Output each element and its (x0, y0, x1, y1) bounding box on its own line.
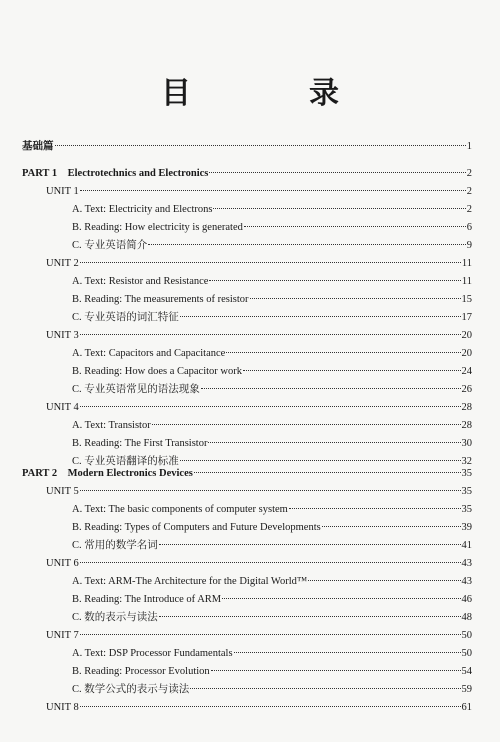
toc-entry-title: A. Text: Transistor (72, 420, 151, 431)
dot-leader (226, 352, 460, 353)
toc-entry-page: 39 (461, 522, 472, 533)
toc-entry (46, 556, 472, 572)
toc-entry (72, 610, 472, 626)
toc-entry-title: C. 专业英语翻译的标准 (72, 456, 179, 467)
toc-entry-title: C. 常用的数学名词 (72, 540, 158, 551)
toc-entry-title: UNIT 2 (46, 258, 79, 269)
toc-entry (72, 646, 472, 662)
toc-entry-page: 46 (461, 594, 472, 605)
toc-entry (22, 139, 472, 155)
dot-leader (80, 406, 461, 407)
toc-entry-page: 11 (461, 258, 472, 269)
toc-entry-page: 30 (461, 438, 472, 449)
toc-entry-page: 28 (461, 420, 472, 431)
toc-entry-title: A. Text: Capacitors and Capacitance (72, 348, 226, 359)
dot-leader (250, 298, 461, 299)
dot-leader (180, 316, 461, 317)
toc-entry-title: UNIT 8 (46, 702, 79, 713)
toc-entry-title: B. Reading: How does a Capacitor work (72, 366, 243, 377)
toc-entry (72, 520, 472, 536)
toc-entry-page: 50 (461, 648, 472, 659)
toc-entry (46, 400, 472, 416)
toc-entry-title: A. Text: Electricity and Electrons (72, 204, 213, 215)
toc-entry-page: 43 (461, 576, 472, 587)
toc-entry-title: UNIT 7 (46, 630, 79, 641)
toc-entry-title: A. Text: DSP Processor Fundamentals (72, 648, 233, 659)
toc-entry (22, 466, 472, 482)
toc-entry (72, 502, 472, 518)
toc-entry-title: C. 数的表示与读法 (72, 612, 158, 623)
toc-entry-page: 6 (466, 222, 472, 233)
toc-entry (46, 256, 472, 272)
dot-leader (80, 262, 461, 263)
dot-leader (234, 652, 461, 653)
toc-entry (72, 574, 472, 590)
dot-leader (148, 244, 465, 245)
dot-leader (209, 280, 460, 281)
dot-leader (80, 334, 461, 335)
dot-leader (201, 388, 461, 389)
toc-entry-title: B. Reading: Types of Computers and Future Developments (72, 522, 321, 533)
toc-entry-title: C. 数学公式的表示与读法 (72, 684, 190, 695)
dot-leader (190, 688, 460, 689)
toc-entry-page: 48 (461, 612, 472, 623)
toc-entry (72, 682, 472, 698)
toc-entry-page: 24 (461, 366, 472, 377)
toc-entry (72, 238, 472, 254)
dot-leader (159, 616, 461, 617)
toc-entry (72, 364, 472, 380)
toc-entry-page: 35 (461, 504, 472, 515)
toc-entry (72, 382, 472, 398)
toc-entry-title: A. Text: Resistor and Resistance (72, 276, 209, 287)
toc-entry-title: A. Text: ARM-The Architecture for the Digital World™ (72, 576, 308, 587)
dot-leader (80, 490, 461, 491)
toc-entry-page: 20 (461, 348, 472, 359)
toc-entry (72, 592, 472, 608)
toc-entry-title: B. Reading: The Introduce of ARM (72, 594, 222, 605)
toc-entry-page: 9 (466, 240, 472, 251)
toc-entry-page: 11 (461, 276, 472, 287)
toc-entry-page: 32 (461, 456, 472, 467)
toc-entry-page: 2 (466, 186, 472, 197)
dot-leader (194, 472, 461, 473)
dot-leader (289, 508, 461, 509)
toc-entry-title: PART 2 Modern Electronics Devices (22, 468, 193, 479)
toc-entry-page: 28 (461, 402, 472, 413)
toc-entry-page: 43 (461, 558, 472, 569)
dot-leader (244, 226, 466, 227)
toc-entry-title: A. Text: The basic components of computer system (72, 504, 288, 515)
toc-entry (72, 274, 472, 290)
toc-entry-title: B. Reading: Processor Evolution (72, 666, 210, 677)
dot-leader (209, 172, 465, 173)
toc-entry (46, 328, 472, 344)
toc-entry-page: 61 (461, 702, 472, 713)
toc-entry-title: B. Reading: The measurements of resistor (72, 294, 249, 305)
toc-entry-title: UNIT 4 (46, 402, 79, 413)
toc-entry-page: 2 (466, 168, 472, 179)
toc-entry-title: UNIT 6 (46, 558, 79, 569)
dot-leader (208, 442, 460, 443)
toc-entry-title: PART 1 Electrotechnics and Electronics (22, 168, 209, 179)
toc-entry-title: UNIT 5 (46, 486, 79, 497)
toc-entry (72, 664, 472, 680)
toc-entry-title: 基础篇 (22, 141, 54, 152)
toc-entry-page: 50 (461, 630, 472, 641)
dot-leader (80, 706, 461, 707)
toc-entry-title: UNIT 1 (46, 186, 79, 197)
dot-leader (80, 190, 466, 191)
dot-leader (80, 634, 461, 635)
dot-leader (180, 460, 461, 461)
toc-entry-title: C. 专业英语简介 (72, 240, 148, 251)
toc-entry-page: 15 (461, 294, 472, 305)
dot-leader (80, 562, 461, 563)
page-title: 目 录 (161, 76, 383, 111)
toc-entry (72, 202, 472, 218)
dot-leader (55, 145, 466, 146)
dot-leader (211, 670, 461, 671)
toc-entry (72, 220, 472, 236)
toc-entry-page: 17 (461, 312, 472, 323)
toc-entry-page: 1 (466, 141, 472, 152)
toc-entry (46, 628, 472, 644)
toc-entry (72, 538, 472, 554)
toc-entry (46, 184, 472, 200)
toc-entry (72, 418, 472, 434)
dot-leader (243, 370, 460, 371)
dot-leader (322, 526, 461, 527)
toc-entry (72, 292, 472, 308)
toc-entry (72, 310, 472, 326)
dot-leader (222, 598, 460, 599)
dot-leader (152, 424, 461, 425)
toc-entry-page: 26 (461, 384, 472, 395)
toc-entry-title: UNIT 3 (46, 330, 79, 341)
toc-entry-page: 59 (461, 684, 472, 695)
toc-entry (46, 700, 472, 716)
toc-entry-page: 54 (461, 666, 472, 677)
toc-entry-page: 41 (461, 540, 472, 551)
toc-entry-page: 2 (466, 204, 472, 215)
toc-entry (72, 436, 472, 452)
toc-entry-title: B. Reading: How electricity is generated (72, 222, 243, 233)
toc-entry-page: 20 (461, 330, 472, 341)
toc-entry-title: C. 专业英语常见的语法现象 (72, 384, 200, 395)
toc-entry-title: C. 专业英语的词汇特征 (72, 312, 179, 323)
dot-leader (159, 544, 461, 545)
toc-entry (22, 166, 472, 182)
dot-leader (308, 580, 460, 581)
toc-entry (72, 346, 472, 362)
dot-leader (213, 208, 465, 209)
toc-entry (46, 484, 472, 500)
toc-entry-page: 35 (461, 486, 472, 497)
toc-entry-title: B. Reading: The First Transistor (72, 438, 208, 449)
toc-entry-page: 35 (461, 468, 472, 479)
